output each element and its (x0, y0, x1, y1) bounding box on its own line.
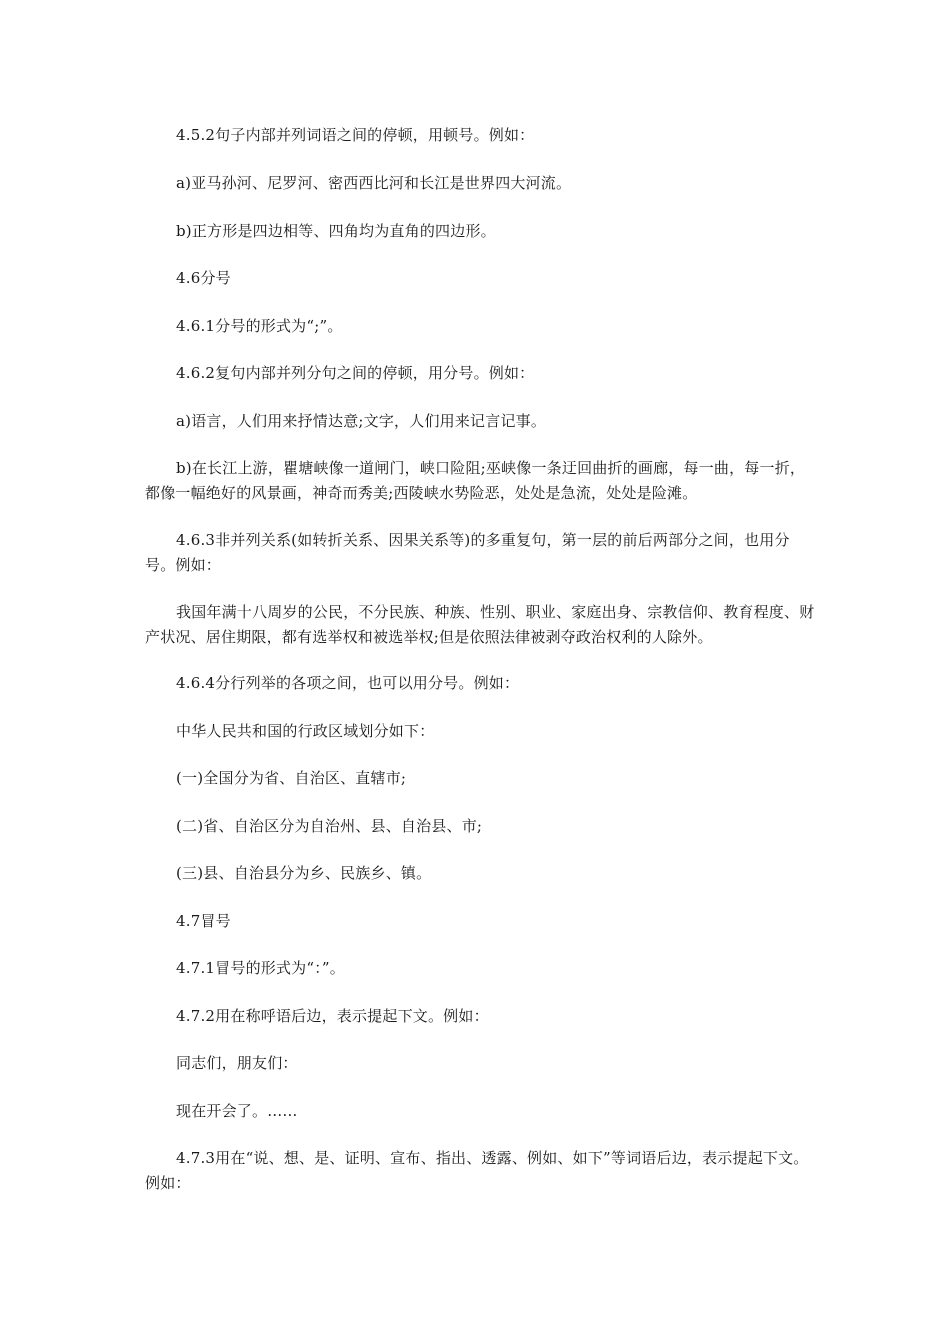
list-item-3: (三)县、自治县分为乡、民族乡、镇。 (176, 864, 432, 882)
paragraph-4-6-1: 4.6.1分号的形式为“;”。 (176, 317, 343, 335)
list-item-2: (二)省、自治区分为自治州、县、自治县、市; (176, 817, 483, 835)
example-b-yangtze: b)在长江上游，瞿塘峡像一道闸门，峡口险阻;巫峡像一条迂回曲折的画廊，每一曲，每一折，都像一幅绝好的风景画，神奇而秀美;西陵峡水势险恶，处处是急流，处处是险滩。 (145, 459, 806, 502)
list-item-1: (一)全国分为省、自治区、直辖市; (176, 769, 407, 787)
paragraph-4-5-2: 4.5.2句子内部并列词语之间的停顿，用顿号。例如： (176, 126, 535, 144)
paragraph-4-6-2: 4.6.2复句内部并列分句之间的停顿，用分号。例如： (176, 364, 535, 382)
example-comrades: 同志们，朋友们： (176, 1054, 298, 1072)
paragraph-4-7-3: 4.7.3用在“说、想、是、证明、宣布、指出、透露、例如、如下”等词语后边，表示提起下文。例如： (145, 1149, 809, 1192)
paragraph-4-6-3: 4.6.3非并列关系(如转折关系、因果关系等)的多重复句，第一层的前后两部分之间，也用分号。例如： (145, 531, 790, 574)
example-a-language: a)语言，人们用来抒情达意;文字，人们用来记言记事。 (176, 412, 547, 430)
paragraph-4-7-2: 4.7.2用在称呼语后边，表示提起下文。例如： (176, 1007, 489, 1025)
example-citizens: 我国年满十八周岁的公民，不分民族、种族、性别、职业、家庭出身、宗教信仰、教育程度、财产状况、居住期限，都有选举权和被选举权;但是依照法律被剥夺政治权利的人除外。 (145, 603, 815, 646)
paragraph-4-7-1: 4.7.1冒号的形式为“：”。 (176, 959, 346, 977)
example-admin-divisions-intro: 中华人民共和国的行政区域划分如下： (176, 722, 435, 740)
example-a-rivers: a)亚马孙河、尼罗河、密西西比河和长江是世界四大河流。 (176, 174, 572, 192)
paragraph-4-6-4: 4.6.4分行列举的各项之间，也可以用分号。例如： (176, 674, 520, 692)
heading-4-7-colon: 4.7冒号 (176, 912, 231, 930)
example-meeting: 现在开会了。…… (176, 1102, 298, 1120)
example-b-square: b)正方形是四边相等、四角均为直角的四边形。 (176, 222, 496, 240)
heading-4-6-semicolon: 4.6分号 (176, 269, 231, 287)
